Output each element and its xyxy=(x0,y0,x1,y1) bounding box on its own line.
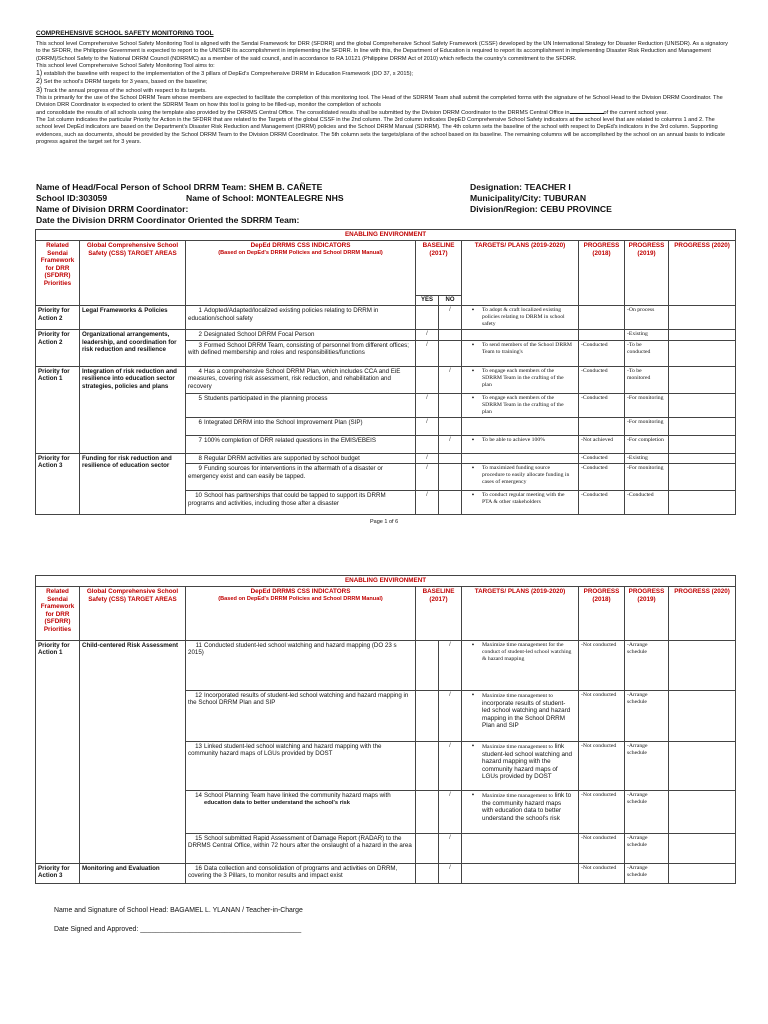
target-cell: • To maximized funding source procedure to easily allocate funding in cases of emergency xyxy=(462,464,579,491)
indicator-cell: 9 Funding sources for interventions in the aftermath of a disaster or emergency exist and can easily be tapped. xyxy=(186,464,416,491)
school-head-signature: Name and Signature of School Head: BAGAMEL L. YLANAN / Teacher-in-Charge xyxy=(54,907,303,914)
progress-2018 xyxy=(579,306,625,330)
progress-2020 xyxy=(669,742,736,791)
col-header-progress-2018: PROGRESS (2018) xyxy=(579,587,625,641)
enabling-environment-table-2 xyxy=(35,575,736,884)
target-cell: • Maximize time management to link student-led school watching and hazard mapping with the community hazard maps of LGUs provided by DOST xyxy=(462,742,579,791)
priority-cell: Priority for Action 3 xyxy=(36,453,80,514)
priority-cell: Priority for Action 2 xyxy=(36,330,80,366)
priority-cell: Priority for Action 1 xyxy=(36,641,80,864)
division-coordinator: Name of Division DRRM Coordinator: xyxy=(36,204,189,214)
progress-2019: -Arrange schedule xyxy=(625,691,669,742)
baseline-yes xyxy=(416,691,439,742)
baseline-yes: / xyxy=(416,417,439,435)
baseline-no xyxy=(439,464,462,491)
target-cell: • To conduct regular meeting with the PTA & other stakeholders xyxy=(462,491,579,515)
progress-2020 xyxy=(669,453,736,463)
progress-2018: -Conducted xyxy=(579,464,625,491)
indicator-cell: 14 School Planning Team have linked the community hazard maps with education data to better understand the school's risk xyxy=(186,791,416,834)
page-number: Page 1 of 6 xyxy=(370,519,399,525)
col-header-targets: TARGETS/ PLANS (2019-2020) xyxy=(462,241,579,306)
target-area-cell: Monitoring and Evaluation xyxy=(80,864,186,884)
progress-2020 xyxy=(669,464,736,491)
division-region: Division/Region: CEBU PROVINCE xyxy=(470,204,612,214)
baseline-no: / xyxy=(439,366,462,393)
col-header-progress-2019: PROGRESS (2019) xyxy=(625,587,669,641)
col-header-progress-2018: PROGRESS (2018) xyxy=(579,241,625,306)
baseline-yes xyxy=(416,435,439,453)
col-header-yes: YES xyxy=(416,296,439,306)
table-row xyxy=(36,864,736,884)
baseline-yes xyxy=(416,742,439,791)
progress-2020 xyxy=(669,791,736,834)
target-cell: • Maximize time management to incorporate results of student-led school watching and hazard mapping in the School DRRM Plan and SIP xyxy=(462,691,579,742)
baseline-no xyxy=(439,417,462,435)
progress-2018: -Conducted xyxy=(579,491,625,515)
indicator-cell: 6 Integrated DRRM into the School Improvement Plan (SIP) xyxy=(186,417,416,435)
target-cell xyxy=(462,834,579,864)
progress-2019: -Arrange schedule xyxy=(625,641,669,691)
intro-text xyxy=(36,41,731,146)
progress-2020 xyxy=(669,306,736,330)
aim-item: 3) Track the annual progress of the school with respect to its targets. xyxy=(36,86,207,94)
progress-2019: -To be monitored xyxy=(625,366,669,393)
enabling-environment-table-1 xyxy=(35,229,736,515)
priority-cell: Priority for Action 2 xyxy=(36,306,80,330)
municipality: Municipality/City: TUBURAN xyxy=(470,193,587,203)
progress-2019: -Conducted xyxy=(625,491,669,515)
col-header-no: NO xyxy=(439,296,462,306)
progress-2018: -Not achieved xyxy=(579,435,625,453)
baseline-no: / xyxy=(439,791,462,834)
indicator-cell: 11 Conducted student-led school watching and hazard mapping (DO 23 s 2015) xyxy=(186,641,416,691)
progress-2018: -Not conducted xyxy=(579,742,625,791)
target-cell xyxy=(462,453,579,463)
baseline-yes: / xyxy=(416,340,439,366)
progress-2019: -For monitoring xyxy=(625,393,669,417)
date-signed: Date Signed and Approved: __________________________________________ xyxy=(54,926,302,933)
target-cell xyxy=(462,417,579,435)
baseline-no: / xyxy=(439,641,462,691)
target-area-cell: Organizational arrangements, leadership, and coordination for risk reduction and resilience xyxy=(80,330,186,366)
progress-2019: -Arrange schedule xyxy=(625,791,669,834)
baseline-yes: / xyxy=(416,464,439,491)
progress-2019: -Arrange schedule xyxy=(625,742,669,791)
progress-2020 xyxy=(669,834,736,864)
baseline-no xyxy=(439,330,462,340)
progress-2020 xyxy=(669,864,736,884)
target-cell: • To send members of the School DRRM Team to training's xyxy=(462,340,579,366)
indicator-cell: 10 School has partnerships that could be tapped to support its DRRM programs and activities, including those after a disaster xyxy=(186,491,416,515)
target-cell: • Maximize time management for the conduct of student-led school watching & hazard mapping xyxy=(462,641,579,691)
indicator-cell: 15 School submitted Rapid Assessment of Damage Report (RADAR) to the DRRMS Central Office, within 72 hours after the onslaught of a hazard in the area xyxy=(186,834,416,864)
col-header-progress-2020: PROGRESS (2020) xyxy=(669,587,736,641)
baseline-yes: / xyxy=(416,453,439,463)
progress-2018: -Conducted xyxy=(579,453,625,463)
progress-2018: -Conducted xyxy=(579,366,625,393)
progress-2019: -Arrange schedule xyxy=(625,834,669,864)
baseline-no xyxy=(439,340,462,366)
baseline-yes: / xyxy=(416,491,439,515)
progress-2019: -Existing xyxy=(625,453,669,463)
progress-2018: -Conducted xyxy=(579,393,625,417)
progress-2019: -For monitoring xyxy=(625,464,669,491)
aim-item: 2) Set the school's DRRM targets for 3 years, based on the baseline; xyxy=(36,78,208,86)
indicator-cell: 7 100% completion of DRR related questions in the EMIS/EBEIS xyxy=(186,435,416,453)
col-header-css-target: Global Comprehensive School Safety (CSS) TARGET AREAS xyxy=(80,587,186,641)
table-banner: ENABLING ENVIRONMENT xyxy=(36,230,736,241)
col-header-targets: TARGETS/ PLANS (2019-2020) xyxy=(462,587,579,641)
table-row xyxy=(36,330,736,340)
date-oriented: Date the Division DRRM Coordinator Oriented the SDRRM Team: xyxy=(36,215,300,225)
baseline-no xyxy=(439,393,462,417)
col-header-indicators: DepEd DRRMS CSS INDICATORS (Based on DepEd's DRRM Policies and School DRRM Manual) xyxy=(186,241,416,306)
table-row xyxy=(36,306,736,330)
aim-item: 1) establish the baseline with respect to the implementation of the 3 pillars of DepEd's Comprehensive DRRM in Education Framework (DO 37, s 2015); xyxy=(36,70,413,78)
intro-paragraph-1: This school level Comprehensive School Safety Monitoring Tool is aligned with the Sendai Framework for DRR (SFDRR) and the global Comprehensive School Safety Framework (CSSF) developed by the UN International Strategy for Disaster Reduction (UNISDR). As a signatory to the SFDRR, the Philippine Government is expected to report to the UNISDR its accomplishment in implementing the SFDRR. In line with this, the Department of Education is required to report its accomplishment in implementing Disaster Risk Reduction and Management (DRRM)/School Safety to the National DRRM Council (NDRRMC) as a member of the said council, and in accordance to RA 10121 (Philippine DRRM Act of 2010) which reflects the country's commitment to the SFDRR. xyxy=(36,41,728,62)
progress-2020 xyxy=(669,435,736,453)
progress-2020 xyxy=(669,340,736,366)
table-banner: ENABLING ENVIRONMENT xyxy=(36,576,736,587)
baseline-no: / xyxy=(439,306,462,330)
intro-paragraph-4: The 1st column indicates the particular Priority for Action in the SFDRR that are related to the Targets of the global CSSF in the 2nd column. The 3rd column indicates DepED Comprehensive School Safety indicators at the school level that are related to columns 1 and 2. The school level DepEd indicators are based on the Department's Disaster Risk Reduction and Management (DRRM) policies and the School DRRM Manual (SDRRM). The 4th column sets the baseline of the school with respect to DepEd's indicators in the 3rd column. Supporting evidences, such as documents, should be provided by the School DRRM Team to the Division DRRM Coordinator. The 5th column sets the targets/plans of the school based on its baseline. The remaining columns will be accomplished by the school on an annual basis to indicate progress against the target set for 3 years. xyxy=(36,116,726,145)
target-area-cell: Funding for risk reduction and resilience of education sector xyxy=(80,453,186,514)
target-cell: • To engage each members of the SDRRM Team in the crafting of the plan xyxy=(462,393,579,417)
baseline-yes xyxy=(416,641,439,691)
progress-2018: -Not conducted xyxy=(579,834,625,864)
progress-2020 xyxy=(669,491,736,515)
baseline-no xyxy=(439,453,462,463)
baseline-yes xyxy=(416,791,439,834)
baseline-yes xyxy=(416,306,439,330)
baseline-no: / xyxy=(439,435,462,453)
progress-2018: -Not conducted xyxy=(579,691,625,742)
col-header-progress-2019: PROGRESS (2019) xyxy=(625,241,669,306)
baseline-yes: / xyxy=(416,393,439,417)
intro-paragraph-2: This school level Comprehensive School Safety Monitoring Tool aims to: xyxy=(36,62,215,69)
baseline-no: / xyxy=(439,742,462,791)
table-row xyxy=(36,453,736,463)
progress-2018: -Conducted xyxy=(579,340,625,366)
baseline-yes xyxy=(416,864,439,884)
progress-2019: -For monitoring xyxy=(625,417,669,435)
col-header-baseline: BASELINE (2017) xyxy=(416,241,462,296)
progress-2020 xyxy=(669,366,736,393)
school-name: Name of School: MONTEALEGRE NHS xyxy=(186,193,344,203)
target-cell: • To engage each members of the SDRRM Team in the crafting of the plan xyxy=(462,366,579,393)
indicator-cell: 1 Adopted/Adapted/localized existing policies relating to DRRM in education/school safety xyxy=(186,306,416,330)
col-header-baseline: BASELINE (2017) xyxy=(416,587,462,641)
progress-2018: -Not conducted xyxy=(579,791,625,834)
baseline-no xyxy=(439,491,462,515)
target-cell xyxy=(462,864,579,884)
designation: Designation: TEACHER I xyxy=(470,182,571,192)
target-area-cell: Integration of risk reduction and resilience into education sector strategies, policies and plans xyxy=(80,366,186,453)
col-header-css-target: Global Comprehensive School Safety (CSS) TARGET AREAS xyxy=(80,241,186,306)
indicator-cell: 16 Data collection and consolidation of programs and activities on DRRM, covering the 3 Pillars, to monitor results and impact exist xyxy=(186,864,416,884)
progress-2020 xyxy=(669,417,736,435)
priority-cell: Priority for Action 1 xyxy=(36,366,80,453)
baseline-no: / xyxy=(439,864,462,884)
indicator-cell: 2 Designated School DRRM Focal Person xyxy=(186,330,416,340)
indicator-cell: 4 Has a comprehensive School DRRM Plan, which includes CCA and EiE measures, covering risk assessment, risk reduction, and rehabilitation and recovery xyxy=(186,366,416,393)
progress-2019: -Existing xyxy=(625,330,669,340)
progress-2020 xyxy=(669,330,736,340)
target-cell: • To be able to achieve 100% xyxy=(462,435,579,453)
document-title: COMPREHENSIVE SCHOOL SAFETY MONITORING TOOL xyxy=(36,30,214,37)
progress-2020 xyxy=(669,691,736,742)
col-header-sendai: Related Sendai Framework for DRR (SFDRR) Priorities xyxy=(36,241,80,306)
progress-2020 xyxy=(669,641,736,691)
progress-2018: -Not conducted xyxy=(579,641,625,691)
progress-2018 xyxy=(579,330,625,340)
progress-2019: -To be conducted xyxy=(625,340,669,366)
baseline-yes: / xyxy=(416,330,439,340)
progress-2019: -Arrange schedule xyxy=(625,864,669,884)
col-header-sendai: Related Sendai Framework for DRR (SFDRR) Priorities xyxy=(36,587,80,641)
progress-2018 xyxy=(579,417,625,435)
head-focal-person: Name of Head/Focal Person of School DRRM Team: SHEM B. CAÑETE xyxy=(36,182,323,192)
indicator-cell: 3 Formed School DRRM Team, consisting of personnel from different offices; with defined membership and roles and responsibilities/functions xyxy=(186,340,416,366)
baseline-no: / xyxy=(439,691,462,742)
baseline-yes xyxy=(416,366,439,393)
indicator-cell: 5 Students participated in the planning process xyxy=(186,393,416,417)
table-row xyxy=(36,641,736,691)
baseline-yes xyxy=(416,834,439,864)
col-header-indicators: DepEd DRRMS CSS INDICATORS (Based on DepEd's DRRM Policies and School DRRM Manual) xyxy=(186,587,416,641)
baseline-no: / xyxy=(439,834,462,864)
target-cell: • To adopt & craft localized existing policies relating to DRRM in school safety xyxy=(462,306,579,330)
progress-2018: -Not conducted xyxy=(579,864,625,884)
table-row xyxy=(36,366,736,393)
progress-2019: -On process xyxy=(625,306,669,330)
progress-2019: -For completion xyxy=(625,435,669,453)
indicator-cell: 12 Incorporated results of student-led school watching and hazard mapping in the School DRRM Plan and SIP xyxy=(186,691,416,742)
progress-2020 xyxy=(669,393,736,417)
target-area-cell: Child-centered Risk Assessment xyxy=(80,641,186,864)
school-id: School ID:303059 xyxy=(36,193,108,203)
col-header-progress-2020: PROGRESS (2020) xyxy=(669,241,736,306)
target-cell xyxy=(462,330,579,340)
intro-paragraph-3: This is primarily for the use of the School DRRM Team whose members are expected to facilitate the completion of this monitoring tool. The Head of the SDRRM Team shall submit the completed forms with the signature of he School Head to the Division DRRM Coordinator. The Division DRR Coordinator is expected to orient the SDRRM Team on how this tool is going to be filled-up, monitor the completion of schools and consolidate the results of all schools using the template also provided by the DRRMS Central Office. The consolidated results shall be submitted by the Division DRRM Coordinator to the DRRMS Central Office in of the current school year. xyxy=(36,95,723,116)
indicator-cell: 8 Regular DRRM activities are supported by school budget xyxy=(186,453,416,463)
priority-cell: Priority for Action 3 xyxy=(36,864,80,884)
indicator-cell: 13 Linked student-led school watching and hazard mapping with the community hazard maps of LGUs provided by DOST xyxy=(186,742,416,791)
target-cell: • Maximize time management to link to the community hazard maps with education data to better understand the school's risk xyxy=(462,791,579,834)
target-area-cell: Legal Frameworks & Policies xyxy=(80,306,186,330)
